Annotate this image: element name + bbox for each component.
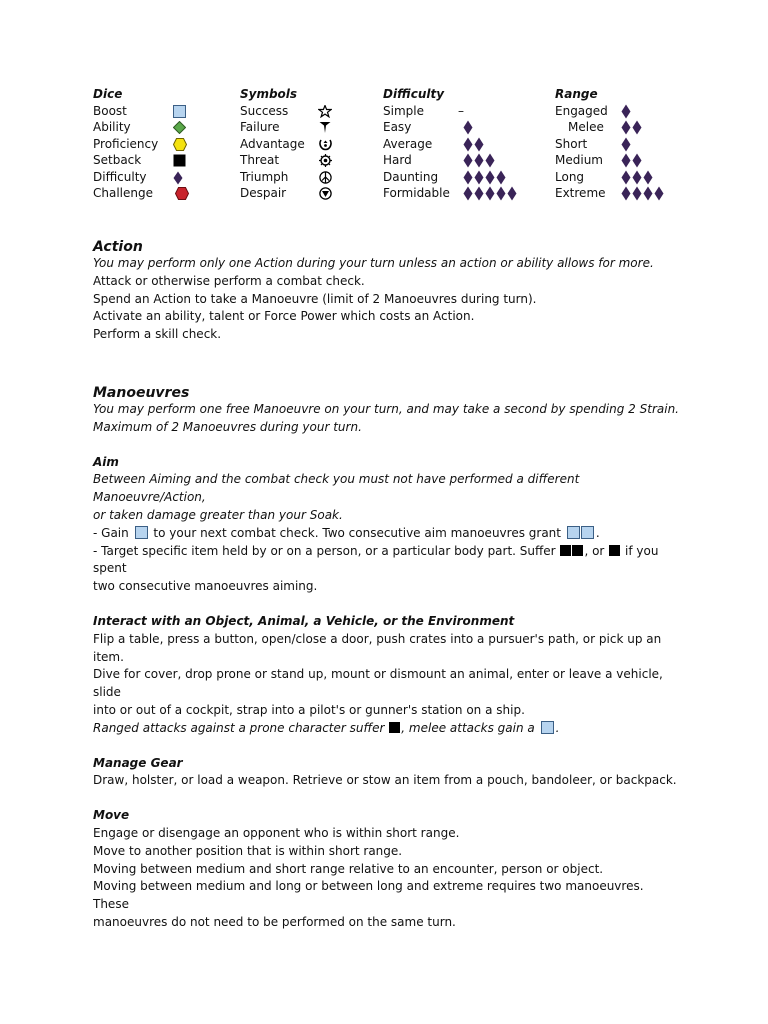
move-line: Engage or disengage an opponent who is within short range. [93,825,460,840]
prone-text: . [555,720,560,735]
aim-text: if you spent [93,543,659,576]
difficulty-label: Hard [383,153,412,168]
boost-die-icon [581,526,594,539]
dice-row [93,169,233,185]
difficulty-header: Difficulty [383,87,445,101]
difficulty-die-icon [485,170,495,185]
difficulty-die-icon [485,186,495,201]
dice-row [93,152,233,168]
range-row [555,103,683,119]
difficulty-label: Formidable [383,185,450,200]
triumph-symbol-icon [319,171,332,184]
advantage-symbol-icon [319,138,332,151]
aim-text: - Gain [93,525,129,540]
aim-title: Aim [93,454,119,469]
move-line: manoeuvres do not need to be performed on the same turn. [93,914,456,929]
despair-symbol-icon [319,187,332,200]
difficulty-die-icon [474,170,484,185]
symbol-row [240,103,370,119]
difficulty-die-icon [621,137,631,152]
gear-title: Manage Gear [93,755,183,770]
interact-title: Interact with an Object, Animal, a Vehicle, or the Environment [93,613,515,628]
aim-intro: Between Aiming and the combat check you must not have performed a different Manoeuvre/Action, [93,472,580,505]
prone-line [93,720,683,738]
range-header: Range [555,87,598,101]
dice-label: Setback [93,153,142,168]
range-label: Long [555,169,585,184]
boost-die-icon [541,721,554,734]
symbol-label: Success [240,104,289,118]
range-label: Engaged [555,104,608,118]
range-row [555,169,683,185]
dice-label: Difficulty [93,169,147,184]
aim-text: , or [584,543,605,558]
range-dice-icons [621,103,632,119]
difficulty-dice-icons [463,169,507,185]
difficulty-die-icon [632,153,642,168]
dice-row [93,136,233,152]
prone-text: Ranged attacks against a prone character suffer [93,720,385,735]
difficulty-label: Simple [383,104,424,118]
action-line: Spend an Action to take a Manoeuvre (limit of 2 Manoeuvres during turn). [93,291,537,306]
range-label: Medium [555,153,603,168]
range-row [555,152,683,168]
difficulty-die-icon [485,153,495,168]
aim-intro: or taken damage greater than your Soak. [93,507,343,522]
aim-text: . [595,525,600,540]
symbol-label: Triumph [240,169,289,184]
difficulty-die-icon [643,186,653,201]
difficulty-die-icon [496,170,506,185]
difficulty-die-icon [463,153,473,168]
difficulty-die-icon [463,137,473,152]
action-title: Action [93,239,143,255]
range-row [555,136,683,152]
difficulty-die-icon [632,186,642,201]
difficulty-dice-icons [463,152,496,168]
manoeuvres-intro: Maximum of 2 Manoeuvres during your turn. [93,419,362,434]
success-symbol-icon [318,105,332,118]
action-line: Attack or otherwise perform a combat check. [93,273,365,288]
dice-label: Ability [93,120,131,135]
move-body [93,825,683,932]
proficiency-die-icon [173,138,187,151]
symbol-row [240,152,370,168]
challenge-die-icon [175,187,189,200]
dice-column [93,86,233,201]
difficulty-die-icon [621,153,631,168]
difficulty-die-icon [621,120,631,135]
range-dice-icons [621,169,654,185]
difficulty-dice-icons [463,119,474,135]
setback-die-icon [609,545,620,556]
prone-text: , melee attacks gain a [401,720,535,735]
dice-label: Proficiency [93,136,159,151]
difficulty-die-icon [463,186,473,201]
range-row [555,119,683,135]
range-dice-icons [621,185,665,201]
dice-row [93,119,233,135]
difficulty-die-icon [632,170,642,185]
action-line: Activate an ability, talent or Force Power which costs an Action. [93,309,475,324]
difficulty-die-icon [621,170,631,185]
aim-text: - Target specific item held by or on a person, or a particular body part. Suffer [93,543,556,558]
difficulty-column [383,86,543,201]
move-line: Moving between medium and long or between long and extreme requires two manoeuvres. These [93,879,644,912]
manoeuvres-intro: You may perform one free Manoeuvre on your turn, and may take a second by spending 2 Strain. [93,402,679,416]
setback-die-icon [389,722,400,733]
threat-symbol-icon [319,154,332,167]
difficulty-die-icon [496,186,506,201]
difficulty-die-icon [632,120,642,135]
symbol-row [240,185,370,201]
interact-body [93,631,683,738]
symbol-row [240,136,370,152]
aim-line-1 [93,525,683,543]
dice-label: Boost [93,104,127,118]
difficulty-row [383,185,543,201]
difficulty-row [383,169,543,185]
boost-die-icon [135,526,148,539]
interact-line: Dive for cover, drop prone or stand up, mount or dismount an animal, enter or leave a vehicle, slide [93,667,663,700]
range-row [555,185,683,201]
interact-line: into or out of a cockpit, strap into a pilot's or gunner's station on a ship. [93,702,525,717]
dice-legend [93,86,683,208]
difficulty-die-icon [507,186,517,201]
page [93,86,683,929]
boost-die-icon [173,105,186,118]
aim-line-3: two consecutive manoeuvres aiming. [93,579,318,594]
difficulty-row [383,119,543,135]
symbol-label: Failure [240,120,280,135]
symbol-label: Despair [240,185,287,200]
move-line: Move to another position that is within short range. [93,843,403,858]
difficulty-dice-icons [463,136,485,152]
setback-die-icon [572,545,583,556]
aim-line-2 [93,543,683,579]
aim-text: to your next combat check. Two consecutive aim manoeuvres grant [153,525,561,540]
symbol-label: Advantage [240,136,305,151]
move-line: Moving between medium and short range relative to an encounter, person or object. [93,861,604,876]
range-dice-icons [621,119,643,135]
difficulty-die-icon [654,186,664,201]
symbols-header: Symbols [240,87,298,101]
boost-die-icon [567,526,580,539]
dice-row [93,103,233,119]
range-dice-icons [621,152,643,168]
range-label: Extreme [555,185,606,200]
setback-die-icon [560,545,571,556]
dice-row [93,185,233,201]
setback-die-icon [173,154,186,167]
action-intro: You may perform only one Action during your turn unless an action or ability allows for more. [93,256,654,270]
failure-symbol-icon [319,121,331,134]
manoeuvres-title: Manoeuvres [93,385,190,401]
difficulty-die-icon [463,170,473,185]
symbol-row [240,119,370,135]
difficulty-label: Average [383,136,433,151]
range-label: Short [555,136,588,151]
difficulty-row [383,152,543,168]
difficulty-die-icon [474,137,484,152]
simple-dash: – [458,104,464,118]
difficulty-die-icon [173,171,183,185]
gear-line: Draw, holster, or load a weapon. Retrieve or stow an item from a pouch, bandoleer, or backpack. [93,773,677,788]
manoeuvres-section [93,385,683,932]
difficulty-label: Easy [383,120,412,135]
difficulty-row [383,103,543,119]
range-dice-icons [621,136,632,152]
difficulty-die-icon [474,186,484,201]
difficulty-die-icon [621,186,631,201]
interact-line: Flip a table, press a button, open/close a door, push crates into a pursuer's path, or pick up an item. [93,631,662,664]
symbol-label: Threat [240,153,280,168]
dice-label: Challenge [93,185,153,200]
action-section [93,239,654,344]
difficulty-die-icon [643,170,653,185]
ability-die-icon [173,121,186,134]
difficulty-dice-icons [463,185,518,201]
action-line: Perform a skill check. [93,327,222,342]
move-title: Move [93,808,130,823]
difficulty-die-icon [463,120,473,135]
symbols-column [240,86,370,201]
range-column [555,86,683,201]
difficulty-label: Daunting [383,169,439,184]
difficulty-die-icon [474,153,484,168]
difficulty-row [383,136,543,152]
symbol-row [240,169,370,185]
difficulty-die-icon [621,104,631,119]
range-label: Melee [568,120,604,135]
aim-body [93,471,683,596]
dice-header: Dice [93,87,123,101]
